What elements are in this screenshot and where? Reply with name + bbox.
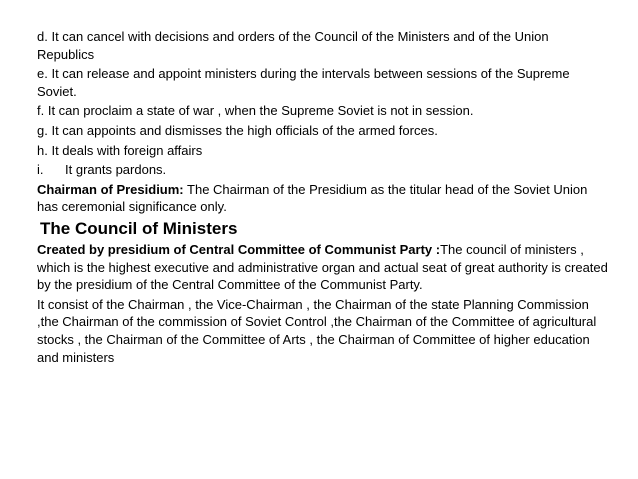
council-created-text: The council of ministers , which is the highest executive and administrative organ and actual seat of great authority is created by the presidium of the Central Committee of the Communist Party. — [37, 241, 608, 293]
chairman-label: Chairman of Presidium: — [37, 181, 184, 197]
council-heading: The Council of Ministers — [40, 218, 238, 238]
item-i-text: It grants pardons. — [65, 162, 167, 178]
item-d: d. It can cancel with decisions and orders of the Council of the Ministers and of the Union Republics — [37, 29, 549, 62]
council-consist-paragraph: It consist of the Chairman , the Vice-Chairman , the Chairman of the state Planning Commission ,the Chairman of the commission of Soviet Control ,the Chairman of the Committee of agricultural stocks , the Chairman of the Committee of Arts , the Chairman of Committee of higher education and ministers — [37, 296, 597, 365]
item-f: f. It can proclaim a state of war , when the Supreme Soviet is not in session. — [37, 103, 474, 119]
chairman-paragraph — [37, 181, 608, 216]
chairman-text: The Chairman of the Presidium as the titular head of the Soviet Union has ceremonial significance only. — [37, 181, 588, 215]
council-created-label: Created by presidium of Central Committee of Communist Party : — [37, 241, 441, 257]
item-h: h. It deals with foreign affairs — [37, 142, 203, 158]
item-i — [37, 161, 608, 179]
item-i-label: i. — [37, 162, 44, 178]
item-e: e. It can release and appoint ministers during the intervals between sessions of the Supreme Soviet. — [37, 66, 570, 99]
council-created-paragraph — [37, 241, 608, 294]
item-g: g. It can appoints and dismisses the high officials of the armed forces. — [37, 122, 438, 138]
